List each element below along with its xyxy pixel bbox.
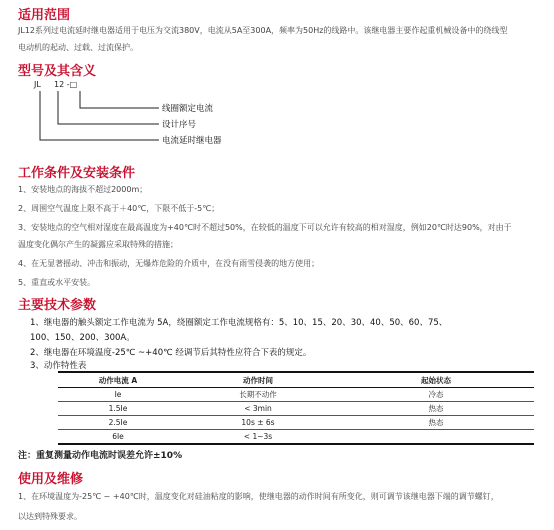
- model-label-design-number: 设计序号: [162, 120, 197, 130]
- usage-item-1: 1、在环境温度为-25℃ ~ +40℃时，温度变化对硅油粘度的影响，使继电器的动作时间有所变化，则可调节该继电器下端的调节螺钉，: [18, 492, 499, 501]
- model-label-rated-current: 线圈额定电流: [162, 104, 214, 114]
- table-cell: 热态: [338, 416, 534, 430]
- usage-item-1-cont: 以达到特殊要求。: [18, 512, 82, 521]
- condition-item-3: 3、安装地点的空气相对湿度在最高温度为+40℃时不超过50%，在较低的温度下可以允许有较高的相对湿度，例如20℃时达90%，对由于: [18, 223, 512, 232]
- condition-item-5: 5、重直或水平安装。: [18, 278, 96, 287]
- params-item-2: 2、继电器在环境温度-25℃ ~+40℃ 经调节后其特性应符合下表的规定。: [30, 348, 312, 358]
- table-cell: 10s ± 6s: [178, 416, 338, 430]
- conditions-heading: 工作条件及安装条件: [18, 166, 136, 181]
- table-header-current: 动作电流 A: [58, 372, 178, 388]
- model-label-relay-type: 电流延时继电器: [162, 136, 222, 146]
- table-cell: 热态: [338, 402, 534, 416]
- params-item-1: 1、继电器的触头额定工作电流为 5A，绕圈额定工作电流规格有：5、10、15、20、30、40、50、60、75、: [30, 318, 448, 328]
- condition-item-3-cont: 温度变化偶尔产生的凝露应采取特殊的措施；: [18, 240, 178, 249]
- table-row: [58, 388, 534, 402]
- table-cell: [338, 430, 534, 445]
- table-cell: 6Ie: [58, 430, 178, 445]
- model-code-diagram: [34, 80, 294, 150]
- condition-item-4: 4、在无显著摇动、冲击和振动，无爆炸危险的介质中，在没有雨雪侵袭的地方使用；: [18, 259, 320, 268]
- table-header-row: [58, 372, 534, 388]
- table-row: [58, 430, 534, 445]
- scope-text-line2: 电动机的起动、过载、过流保护。: [18, 43, 138, 52]
- scope-text-line1: JL12系列过电流延时继电器适用于电压为交流380V，电流从5A至300A，频率为50Hz的线路中。该继电器主要作起重机械设备中的绕线型: [18, 26, 508, 35]
- params-item-1-cont: 100、150、200、300A。: [30, 333, 135, 343]
- params-heading: 主要技术参数: [18, 298, 97, 313]
- table-cell: 1.5Ie: [58, 402, 178, 416]
- table-cell: 冷态: [338, 388, 534, 402]
- model-code-prefix: JL: [34, 80, 41, 89]
- condition-item-1: 1、安装地点的海拔不超过2000m；: [18, 185, 148, 194]
- table-header-time: 动作时间: [178, 372, 338, 388]
- table-cell: 长期不动作: [178, 388, 338, 402]
- model-code-suffix: 12 -□: [54, 80, 78, 89]
- params-item-3: 3、动作特性表: [30, 361, 87, 371]
- condition-item-2: 2、周围空气温度上限不高于＋40℃，下限不低于-5℃；: [18, 204, 220, 213]
- table-cell: 2.5Ie: [58, 416, 178, 430]
- table-cell: < 1~3s: [178, 430, 338, 445]
- table-row: [58, 416, 534, 430]
- scope-heading: 适用范围: [18, 8, 71, 23]
- action-characteristic-table: [58, 371, 534, 445]
- usage-heading: 使用及维修: [18, 472, 84, 487]
- table-header-state: 起始状态: [338, 372, 534, 388]
- model-heading: 型号及其含义: [18, 64, 97, 79]
- params-note: 注：重复测量动作电流时误差允许±10%: [18, 451, 183, 461]
- table-cell: Ie: [58, 388, 178, 402]
- table-cell: < 3min: [178, 402, 338, 416]
- table-row: [58, 402, 534, 416]
